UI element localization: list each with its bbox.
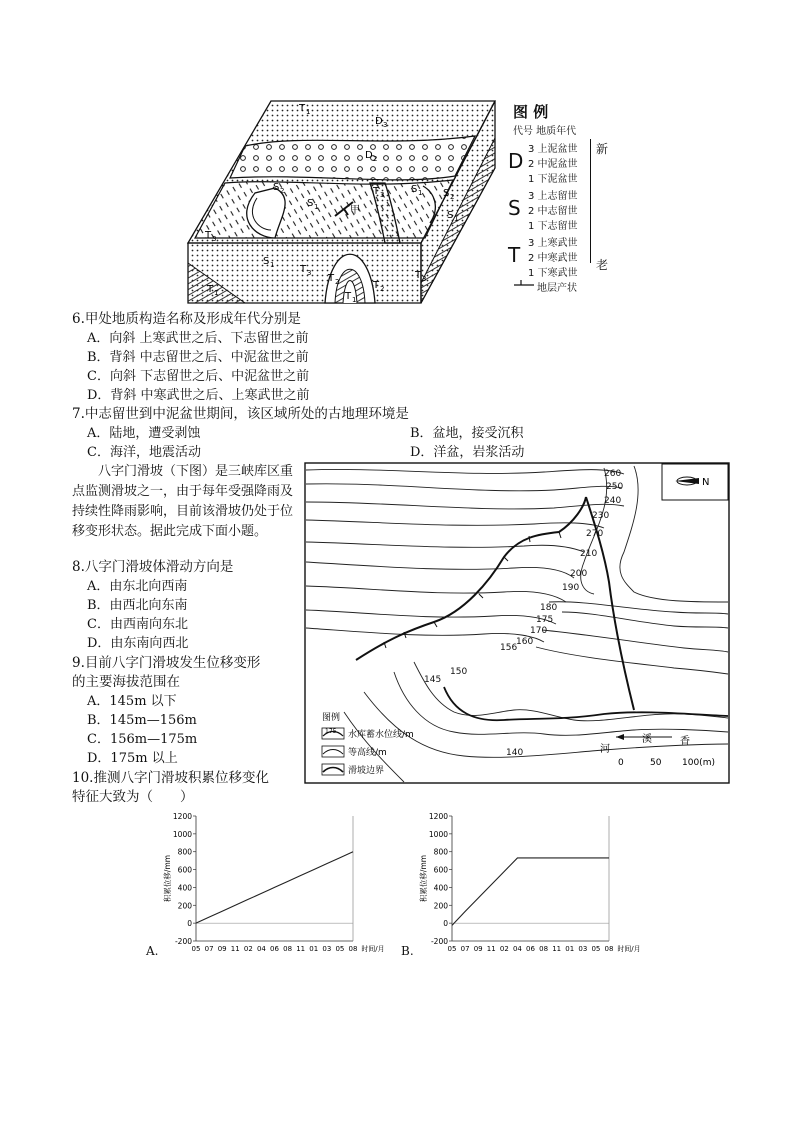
legend-attitude: 地层产状 xyxy=(537,283,577,294)
chart-b-xlabel: 时间/月 xyxy=(617,945,641,953)
q9-option-b: B．145m—156m xyxy=(87,713,197,728)
contour-145: 145 xyxy=(424,675,442,685)
chart-a-ytick-label: 600 xyxy=(177,865,192,875)
chart-b-xtick-label: 08 xyxy=(539,945,549,953)
map-legend-contour: 等高线/m xyxy=(348,748,387,758)
q8-option-b: B．由西北向东南 xyxy=(87,598,188,613)
label-t2-b: T xyxy=(373,280,380,291)
chart-a-xtick-label: 08 xyxy=(283,945,293,953)
chart-a-xtick-label: 05 xyxy=(335,945,345,953)
legend-t3: 3 上寒武世 xyxy=(528,238,578,249)
legend-t1: 1 下寒武世 xyxy=(528,268,578,279)
scale-100: 100(m) xyxy=(682,758,715,768)
label-jia: 甲 xyxy=(350,205,360,216)
svg-text:3: 3 xyxy=(383,121,388,129)
label-t3-b: T xyxy=(205,230,212,241)
svg-text:1: 1 xyxy=(270,261,275,269)
map-legend-boundary: 滑坡边界 xyxy=(348,766,385,776)
label-s1-c: S xyxy=(263,256,270,267)
legend-d2: 2 中泥盆世 xyxy=(528,159,578,170)
svg-text:3: 3 xyxy=(212,235,217,243)
scale-50: 50 xyxy=(650,758,662,768)
chart-a-ytick-label: 800 xyxy=(177,847,192,857)
map-legend-reservoir: 水库蓄水位线/m xyxy=(348,730,414,740)
legend-new: 新 xyxy=(596,142,609,156)
label-d3: D xyxy=(375,116,383,127)
legend-s2: 2 中志留世 xyxy=(528,206,578,217)
q7-option-b: B．盆地，接受沉积 xyxy=(410,426,524,441)
chart-b-ytick-label: 200 xyxy=(433,901,448,911)
contour-190: 190 xyxy=(562,583,580,593)
q8-stem: 8.八字门滑坡体滑动方向是 xyxy=(72,559,234,575)
scale-0: 0 xyxy=(618,758,624,768)
geology-legend-title: 图 例 xyxy=(513,103,549,121)
chart-a-ytick-label: 1000 xyxy=(172,829,192,839)
chart-a-ytick-label: 1200 xyxy=(172,812,192,821)
river-char-xiang: 香 xyxy=(680,736,690,747)
svg-text:1: 1 xyxy=(306,108,311,116)
label-t3-a: T xyxy=(373,186,380,197)
q9-stem-line2: 的主要海拔范围在 xyxy=(72,674,180,690)
legend-d1: 1 下泥盆世 xyxy=(528,174,578,185)
geology-block-diagram xyxy=(185,98,505,308)
map-legend-title: 图例 xyxy=(322,713,341,723)
label-t1-top: T xyxy=(299,103,306,114)
q7-option-d: D．洋盆，岩浆活动 xyxy=(410,445,525,460)
q9-option-c: C．156m—175m xyxy=(87,732,198,747)
svg-text:2: 2 xyxy=(335,278,340,286)
svg-text:1: 1 xyxy=(214,289,219,297)
q8-option-a: A．由东北向西南 xyxy=(87,579,188,594)
q9-stem-line1: 9.目前八字门滑坡发生位移变形 xyxy=(72,655,261,671)
chart-b-series-line xyxy=(452,858,609,925)
chart-b-option-label: B. xyxy=(401,944,414,958)
svg-text:2: 2 xyxy=(373,155,378,163)
contour-180: 180 xyxy=(540,603,558,613)
chart-b-xtick-label: 05 xyxy=(447,945,457,953)
chart-a-xtick-label: 02 xyxy=(243,945,253,953)
contour-230: 230 xyxy=(592,511,610,521)
label-t1-left: T xyxy=(207,284,214,295)
svg-text:3: 3 xyxy=(422,275,427,283)
chart-b-xtick-label: 11 xyxy=(486,945,496,953)
chart-b-xtick-label: 05 xyxy=(591,945,601,953)
legend-d3: 3 上泥盆世 xyxy=(528,144,578,155)
landslide-contour-map xyxy=(304,462,730,784)
legend-code-t: T xyxy=(508,243,521,267)
chart-a-xtick-label: 01 xyxy=(309,945,319,953)
svg-text:1: 1 xyxy=(352,296,357,304)
q7-option-c: C．海洋，地震活动 xyxy=(87,445,201,460)
contour-260: 260 xyxy=(604,469,622,479)
label-t3-c: T xyxy=(300,264,307,275)
map-legend-sample: 175 xyxy=(325,728,337,735)
label-t1-bottom: T xyxy=(345,291,352,302)
q6-stem: 6.甲处地质构造名称及形成年代分别是 xyxy=(72,311,301,327)
chart-b-xtick-label: 04 xyxy=(512,945,522,953)
chart-a-xtick-label: 08 xyxy=(348,945,358,953)
chart-b-ytick-label: 800 xyxy=(433,847,448,857)
legend-old: 老 xyxy=(596,258,609,272)
chart-b-ytick-label: 400 xyxy=(433,883,448,893)
chart-a-option-label: A. xyxy=(146,944,159,958)
chart-a xyxy=(160,808,385,958)
svg-text:1: 1 xyxy=(454,215,459,223)
chart-b xyxy=(416,808,641,958)
chart-b-xtick-label: 02 xyxy=(499,945,509,953)
label-s1-b: S xyxy=(411,184,418,195)
chart-a-xlabel: 时间/月 xyxy=(361,945,385,953)
legend-code-s: S xyxy=(508,196,521,220)
svg-text:3: 3 xyxy=(307,269,312,277)
chart-b-xtick-label: 07 xyxy=(460,945,470,953)
q9-option-a: A．145m 以下 xyxy=(87,694,177,709)
legend-code-d: D xyxy=(508,149,524,173)
label-s1-a: S xyxy=(307,198,314,209)
q9-option-d: D．175m 以上 xyxy=(87,751,178,766)
legend-s1: 1 下志留世 xyxy=(528,221,578,232)
chart-a-ylabel: 积累位移/mm xyxy=(163,854,172,903)
chart-b-ytick-label: 1200 xyxy=(428,812,448,821)
contour-200: 200 xyxy=(570,569,588,579)
label-s2-right: S xyxy=(443,188,450,199)
q6-option-b: B．背斜 中志留世之后、中泥盆世之前 xyxy=(87,350,309,365)
label-d2: D xyxy=(365,150,373,161)
chart-b-ytick-label: 600 xyxy=(433,865,448,875)
chart-a-ytick-label: 400 xyxy=(177,883,192,893)
chart-a-xtick-label: 05 xyxy=(191,945,201,953)
label-t3-d: T xyxy=(415,270,422,281)
svg-text:3: 3 xyxy=(380,191,385,199)
chart-b-xtick-label: 08 xyxy=(604,945,614,953)
attitude-symbol-icon xyxy=(512,279,536,291)
chart-b-xtick-label: 09 xyxy=(473,945,483,953)
q7-option-a: A．陆地，遭受剥蚀 xyxy=(87,426,201,441)
chart-a-xtick-label: 11 xyxy=(230,945,240,953)
chart-a-xtick-label: 03 xyxy=(322,945,332,953)
q8-option-c: C．由西南向东北 xyxy=(87,617,188,632)
contour-175: 175 xyxy=(536,615,554,625)
svg-text:2: 2 xyxy=(280,187,285,195)
q8-option-d: D．由东南向西北 xyxy=(87,636,189,651)
q7-stem: 7.中志留世到中泥盆世期间，该区域所处的古地理环境是 xyxy=(72,406,409,422)
contour-250: 250 xyxy=(606,482,624,492)
river-char-he: 河 xyxy=(600,744,610,755)
label-t2-a: T xyxy=(328,273,335,284)
contour-210: 210 xyxy=(580,549,598,559)
contour-170: 170 xyxy=(530,626,548,636)
chart-b-xtick-label: 03 xyxy=(578,945,588,953)
chart-b-ytick-label: -200 xyxy=(430,937,448,946)
chart-b-ylabel: 积累位移/mm xyxy=(419,854,428,903)
chart-a-series-line xyxy=(196,852,353,923)
legend-s3: 3 上志留世 xyxy=(528,191,578,202)
svg-text:1: 1 xyxy=(314,203,319,211)
chart-b-ytick-label: 1000 xyxy=(428,829,448,839)
chart-a-xtick-label: 09 xyxy=(217,945,227,953)
q6-option-c: C．向斜 下志留世之后、中泥盆世之前 xyxy=(87,369,310,384)
chart-a-xtick-label: 04 xyxy=(256,945,266,953)
label-s1-right: S xyxy=(447,210,454,221)
river-char-xi: 溪 xyxy=(642,734,652,745)
q10-stem-line2: 特征大致为（ ） xyxy=(72,789,194,805)
legend-t2: 2 中寒武世 xyxy=(528,253,578,264)
contour-240: 240 xyxy=(604,496,622,506)
chart-a-xtick-label: 06 xyxy=(270,945,279,953)
q10-stem-line1: 10.推测八字门滑坡积累位移变化 xyxy=(72,770,269,786)
chart-b-xtick-label: 06 xyxy=(526,945,535,953)
contour-150: 150 xyxy=(450,667,468,677)
chart-a-ytick-label: 200 xyxy=(177,901,192,911)
label-s2-left: S xyxy=(273,182,280,193)
contour-140: 140 xyxy=(506,748,524,758)
q6-option-d: D．背斜 中寒武世之后、上寒武世之前 xyxy=(87,388,310,403)
chart-a-xtick-label: 11 xyxy=(296,945,306,953)
geology-legend-header: 代号 地质年代 xyxy=(513,126,577,137)
chart-a-ytick-label: -200 xyxy=(174,937,192,946)
chart-b-xtick-label: 01 xyxy=(565,945,575,953)
landslide-intro: 八字门滑坡（下图）是三峡库区重点监测滑坡之一，由于每年受强降雨及持续性降雨影响，目前该滑坡仍处于位移变形状态。据此完成下面小题。 xyxy=(72,464,294,539)
north-label: N xyxy=(702,477,710,488)
chart-a-ytick-label: 0 xyxy=(187,919,192,929)
q6-option-a: A．向斜 上寒武世之后、下志留世之前 xyxy=(87,331,309,346)
chart-b-xtick-label: 11 xyxy=(552,945,562,953)
chart-b-ytick-label: 0 xyxy=(443,919,448,929)
contour-156: 156 xyxy=(500,643,518,653)
svg-text:1: 1 xyxy=(418,189,423,197)
chart-a-xtick-label: 07 xyxy=(204,945,214,953)
contour-270: 270 xyxy=(586,529,604,539)
contour-160: 160 xyxy=(516,637,534,647)
svg-text:2: 2 xyxy=(450,193,455,201)
svg-text:2: 2 xyxy=(380,285,385,293)
